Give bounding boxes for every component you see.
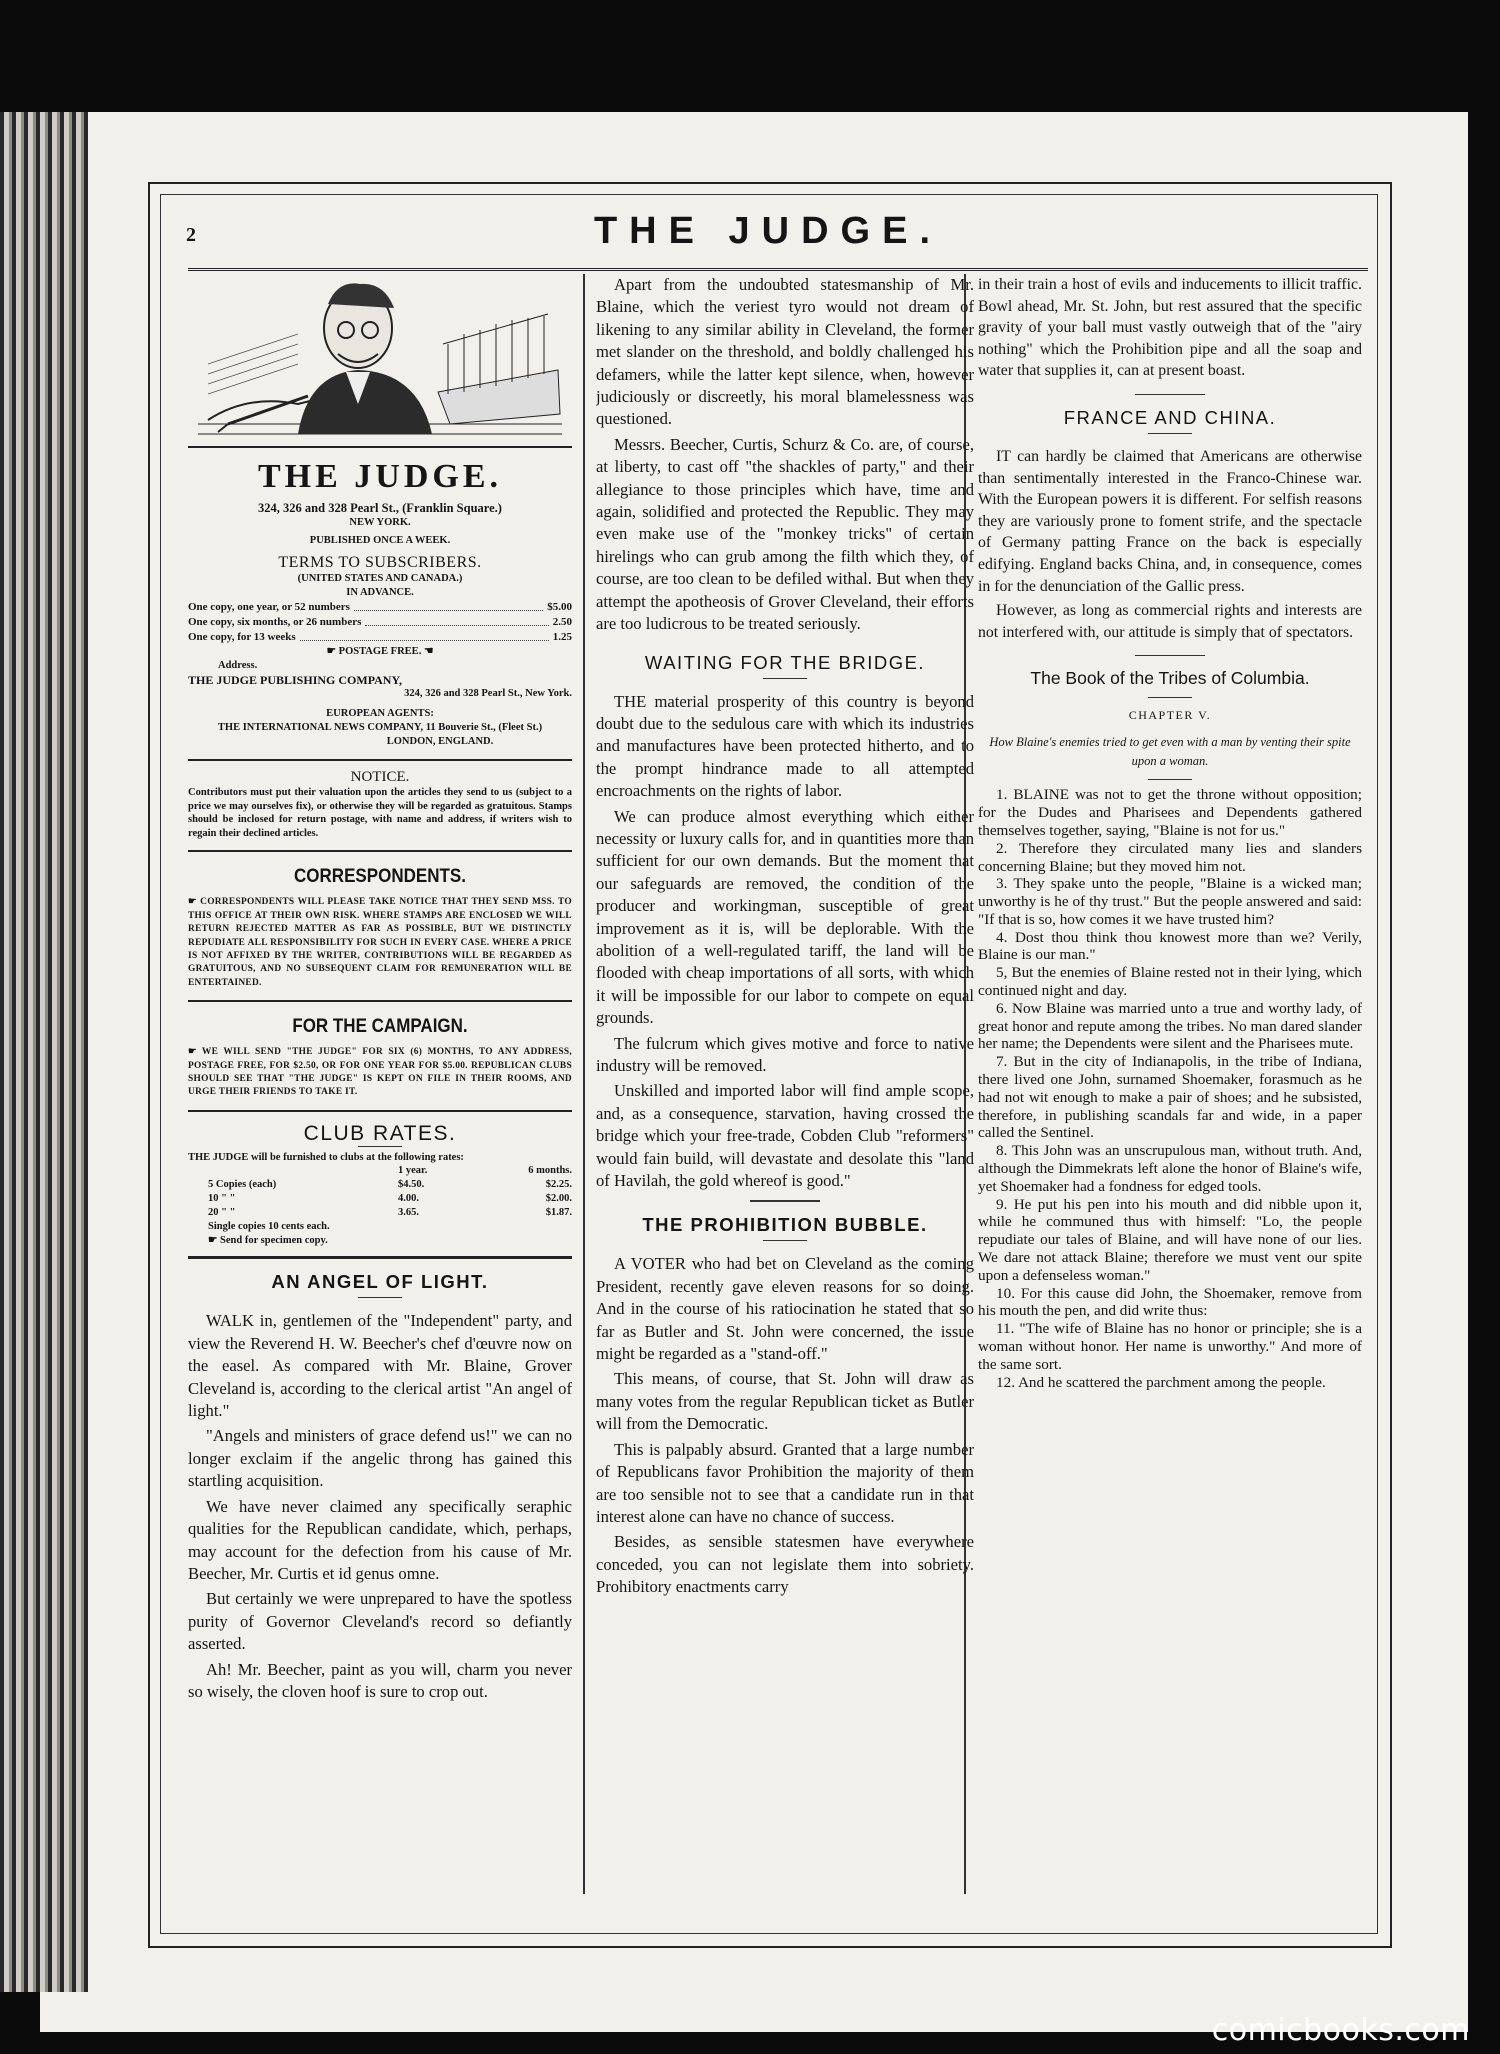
verse: 8. This John was an unscrupulous man, without truth. And, although the Dimmekrats left alone the honor of Blaine's wife, yet Shoemaker had a fondness for edged tools.	[978, 1142, 1362, 1195]
book-binding-edge	[0, 112, 88, 1992]
price-row	[188, 630, 572, 645]
section-rule	[188, 1110, 572, 1112]
club-col-year: 1 year.	[397, 1165, 428, 1177]
club-rate-label: 10 " "	[208, 1193, 236, 1205]
paragraph: in their train a host of evils and inducements to illicit traffic. Bowl ahead, Mr. St. John, but rest assured that the specific gravity of your ball must vastly outweigh that of the "airy nothing" which the Prohibition pipe and all the soap and water that supplies it, can at present boast.	[978, 276, 1362, 380]
club-rate-year: $4.50.	[397, 1179, 425, 1191]
france-heading: FRANCE AND CHINA.	[1063, 406, 1277, 428]
bridge-heading: WAITING FOR THE BRIDGE.	[644, 651, 926, 673]
blaine-article-continued	[596, 274, 974, 636]
company-address: 324, 326 and 328 Pearl St., New York.	[404, 688, 572, 699]
page-number: 2	[186, 224, 196, 246]
dot-leader	[300, 630, 549, 641]
cartoon-rule	[188, 446, 572, 448]
postage-free: ☛ POSTAGE FREE. ☚	[326, 646, 434, 657]
section-rule	[188, 1000, 572, 1002]
section-rule	[1135, 655, 1205, 656]
notice-text: Contributors must put their valuation upon the articles they send to us (subject to a price we may ourselves fix), or otherwise they will be regarded as gratuitous. Stamps should be inclosed for return postage, with name and address, if writers wish to regain their declined articles.	[188, 787, 572, 839]
paragraph: The fulcrum which gives motive and force to native industry will be removed.	[596, 1033, 974, 1075]
agents-heading: EUROPEAN AGENTS:	[326, 708, 434, 719]
publisher-title: THE JUDGE.	[257, 458, 503, 495]
price-value: 1.25	[552, 631, 572, 643]
masthead-title: THE JUDGE.	[593, 210, 943, 252]
terms-heading: TERMS TO SUBSCRIBERS.	[278, 554, 482, 571]
price-label: One copy, one year, or 52 numbers	[188, 601, 350, 613]
price-label: One copy, for 13 weeks	[188, 631, 296, 643]
club-rate-row	[188, 1206, 572, 1220]
paragraph: Besides, as sensible statesmen have everywhere conceded, you can not legislate them into sobriety. Prohibitory enactments carry	[596, 1532, 974, 1597]
verse: 7. But in the city of Indianapolis, in the tribe of Indiana, there lived one John, surnamed Shoemaker, forasmuch as he had not wit enough to make a pair of shoes; and he subsisted, therefore, in publishing scandals far and wide, in a paper called the Sentinel.	[978, 1053, 1362, 1142]
publisher-city: NEW YORK.	[349, 517, 411, 528]
club-rate-row	[188, 1178, 572, 1192]
book-rule	[1148, 697, 1192, 698]
verse: 9. He put his pen into his mouth and did nibble upon it, while he communed thus with himself: "Lo, the people repudiate our tales of Blaine, and will have none of our lies. We dare not attack Blaine; therefore we must vent our spite upon a defenseless woman."	[978, 1195, 1362, 1284]
bridge-end-rule	[750, 1200, 820, 1202]
verse: 2. Therefore they circulated many lies and slanders concerning Blaine; but they moved him not.	[978, 839, 1362, 875]
club-rates-heading: CLUB RATES.	[303, 1121, 457, 1145]
chapter-subtitle: How Blaine's enemies tried to get even with a man by venting their spite upon a woman.	[989, 735, 1351, 769]
column-1	[188, 274, 572, 1896]
verse: 3. They spake unto the people, "Blaine is a wicked man; unworthy is he of thy trust." But the people answered and said: "If that is so, how comes it we have trusted him?	[978, 875, 1362, 928]
angel-heading: AN ANGEL OF LIGHT.	[271, 1271, 489, 1293]
column-rule-1	[583, 274, 585, 1894]
paragraph: Unskilled and imported labor will find ample scope, and, as a consequence, starvation, having crossed the bridge which your free-trade, Cobden Club "reformers" would fain build, will devastate and desolate this "land of Havilah, the gold whereof is good."	[596, 1081, 974, 1191]
verse: 11. "The wife of Blaine has no honor or principle; she is a woman without honor. Her name is unworthy." And more of the same sort.	[978, 1320, 1362, 1373]
paragraph: We have never claimed any specifically seraphic qualities for the Republican candidate, which, perhaps, may account for the defection from his cause of Mr. Beecher, Mr. Curtis et id genus omne.	[188, 1496, 572, 1583]
club-specimen: ☛ Send for specimen copy.	[208, 1235, 328, 1247]
bubble-heading: THE PROHIBITION BUBBLE.	[642, 1214, 928, 1236]
club-rate-label: 5 Copies (each)	[208, 1179, 277, 1191]
club-single-copies: Single copies 10 cents each.	[208, 1221, 330, 1233]
masthead-rule	[188, 268, 1368, 271]
terms-region: (UNITED STATES AND CANADA.)	[297, 573, 463, 584]
paragraph: But certainly we were unprepared to have the spotless purity of Governor Cleveland's record so defiantly asserted.	[188, 1589, 572, 1654]
price-value: 2.50	[552, 616, 572, 628]
france-article	[978, 446, 1362, 643]
angel-rule	[358, 1297, 402, 1298]
verse: 5, But the enemies of Blaine rested not in their lying, which continued night and day.	[978, 964, 1362, 1000]
club-rates-rule	[358, 1146, 402, 1147]
price-row	[188, 615, 572, 630]
address-label: Address.	[218, 660, 258, 671]
paragraph: However, as long as commercial rights and interests are not interfered with, our attitude is simply that of spectators.	[978, 602, 1362, 641]
angel-article	[188, 1310, 572, 1703]
price-label: One copy, six months, or 26 numbers	[188, 616, 362, 628]
club-rates-intro: THE JUDGE will be furnished to clubs at the following rates:	[188, 1151, 464, 1163]
club-rates-header-row	[188, 1164, 572, 1178]
verse: 10. For this cause did John, the Shoemaker, remove from his mouth the pen, and did write thus:	[978, 1284, 1362, 1320]
publisher-frequency: PUBLISHED ONCE A WEEK.	[309, 535, 451, 546]
section-rule	[188, 850, 572, 852]
company-name: THE JUDGE PUBLISHING COMPANY,	[188, 673, 403, 687]
price-list	[188, 600, 572, 645]
paragraph: This means, of course, that St. John will draw as many votes from the regular Republican ticket as Butler will from the Democratic.	[596, 1369, 974, 1434]
club-rate-six: $1.87.	[545, 1207, 572, 1219]
chapter-heading: CHAPTER V.	[1128, 708, 1212, 723]
club-rate-six: $2.00.	[545, 1193, 572, 1205]
dot-leader	[354, 600, 543, 611]
club-col-six: 6 months.	[528, 1165, 572, 1177]
paragraph: Apart from the undoubted statesmanship of Mr. Blaine, which the veriest tyro would not dream of likening to any similar ability in Cleveland, the former met slander on the threshold, and boldly challenged his defamers, while the latter kept silence, when, however judiciously or discreetly, his moral blamelessness was questioned.	[596, 275, 974, 429]
france-rule	[1148, 433, 1192, 434]
notice-heading: NOTICE.	[350, 769, 410, 785]
bubble-rule	[763, 1240, 807, 1241]
price-value: $5.00	[547, 601, 572, 613]
campaign-heading: FOR THE CAMPAIGN.	[292, 1014, 468, 1037]
paragraph: IT can hardly be claimed that Americans are otherwise than sentimentally interested in the Franco-Chinese war. With the European powers it is different. For selfish reasons they are variously prone to foment strife, and the spectacle of Germany patting France on the back is especially edifying. England backs China, and, in consequence, comes in for the denunciation of the Gallic press.	[978, 447, 1362, 595]
club-rate-label: 20 " "	[208, 1207, 236, 1219]
club-rate-year: 3.65.	[397, 1207, 419, 1219]
agents-line-1: THE INTERNATIONAL NEWS COMPANY, 11 Bouverie St., (Fleet St.)	[217, 722, 543, 733]
section-rule	[188, 759, 572, 761]
chapter-rule	[1148, 779, 1192, 780]
prohibition-article-continued	[978, 274, 1362, 382]
dot-leader	[365, 615, 548, 626]
paragraph: A VOTER who had bet on Cleveland as the coming President, recently gave eleven reasons for so doing. And in the course of his ratiocination he stated that so far as Butler and St. John were concerned, the issue might be regarded as a "stand-off."	[596, 1254, 974, 1364]
correspondents-text: ☛ CORRESPONDENTS WILL PLEASE TAKE NOTICE THAT THEY SEND MSS. TO THIS OFFICE AT THEIR OWN RISK. WHERE STAMPS ARE ENCLOSED WE WILL RETURN REJECTED MATTER AS FAR AS POSSIBLE, BUT WE DISTINCTLY REPUDIATE ALL RESPONSIBILITY FOR SUCH IN EVERY CASE. WHERE A PRICE IS NOT AFFIXED BY THE WRITER, CONTRIBUTIONS WILL BE REGARDED AS GRATUITOUS, AND NO SUBSEQUENT CLAIM FOR REMUNERATION WILL BE ENTERTAINED.	[188, 897, 572, 988]
club-rate-year: 4.00.	[397, 1193, 419, 1205]
club-rates-table	[188, 1164, 572, 1220]
verse: 6. Now Blaine was married unto a true and worthy lady, of great honor and repute among the tribes. No man dared slander her name; the Dependents were silent and the Pharisees mute.	[978, 999, 1362, 1053]
bridge-article	[596, 691, 974, 1193]
club-rate-row	[188, 1192, 572, 1206]
agents-line-2: LONDON, ENGLAND.	[386, 736, 494, 747]
publisher-address: 324, 326 and 328 Pearl St., (Franklin Square.)	[258, 501, 502, 515]
chapter-verses	[978, 786, 1362, 1391]
bridge-rule	[763, 678, 807, 679]
verse: 4. Dost thou think thou knowest more than we? Verily, Blaine is our man."	[978, 928, 1362, 964]
paragraph: Messrs. Beecher, Curtis, Schurz & Co. are, of course, at liberty, to cast off "the shackles of party," and their allegiance to those principles which have, time and again, solidified and protected the Republic. They may even make use of the "monkey tricks" of certain hirelings who can grub among the filth which they, of course, are too clean to be defiled withal. But when they attempt the apotheosis of Grover Cleveland, their efforts are too ludicrous to be treated seriously.	[596, 434, 974, 634]
watermark: comicbooks.com	[1211, 2013, 1470, 2048]
judge-cartoon-illustration	[188, 274, 572, 442]
column-3	[978, 274, 1362, 1896]
paragraph: WALK in, gentlemen of the "Independent" party, and view the Reverend H. W. Beecher's chef d'œuvre now on the easel. As compared with Mr. Blaine, Grover Cleveland is, according to the clerical artist "An angel of light."	[188, 1311, 572, 1421]
paragraph: We can produce almost everything which either necessity or luxury calls for, and in quantities more than sufficient for our own demands. But the moment that our safeguards are removed, the condition of the producer and workingman, susceptible of great improvement as it is, will be deplorable. With the abolition of a well-regulated tariff, the land will be flooded with cheap importations of all sorts, with which it will be impossible for our labor to compete on equal grounds.	[596, 806, 974, 1028]
campaign-text: ☛ WE WILL SEND "THE JUDGE" FOR SIX (6) MONTHS, TO ANY ADDRESS, POSTAGE FREE, FOR $2.50, OR FOR ONE YEAR FOR $5.00. REPUBLICAN CLUBS SHOULD SEE THAT "THE JUDGE" IS KEPT ON FILE IN THEIR ROOMS, AND URGE THEIR FRIENDS TO TAKE IT.	[188, 1047, 572, 1098]
correspondents-heading: CORRESPONDENTS.	[294, 864, 466, 887]
book-tribes-heading: The Book of the Tribes of Columbia.	[1030, 668, 1310, 689]
terms-in-advance: IN ADVANCE.	[346, 587, 414, 598]
paragraph: THE material prosperity of this country is beyond doubt due to the sedulous care with which its industries and manufactures have been protected hitherto, and to the prompt hindrance made to all attempted encroachments on the rights of labor.	[596, 691, 974, 801]
bubble-article	[596, 1253, 974, 1598]
price-row	[188, 600, 572, 615]
paragraph: This is palpably absurd. Granted that a large number of Republicans favor Prohibition the majority of them are too sensible not to see that a candidate run in that interest alone can have no chance of success.	[596, 1439, 974, 1526]
column-2	[596, 274, 974, 1896]
club-rate-six: $2.25.	[545, 1179, 572, 1191]
section-rule	[188, 1256, 572, 1259]
paragraph: "Angels and ministers of grace defend us!" we can no longer exclaim if the angelic throng has gained this startling acquisition.	[188, 1426, 572, 1491]
verse: 1. BLAINE was not to get the throne without opposition; for the Dudes and Pharisees and Dependents gathered themselves together, saying, "Blaine is not for us."	[978, 786, 1362, 839]
verse: 12. And he scattered the parchment among the people.	[996, 1373, 1326, 1391]
section-rule	[1135, 394, 1205, 395]
paragraph: Ah! Mr. Beecher, paint as you will, charm you never so wisely, the cloven hoof is sure to crop out.	[188, 1659, 572, 1701]
